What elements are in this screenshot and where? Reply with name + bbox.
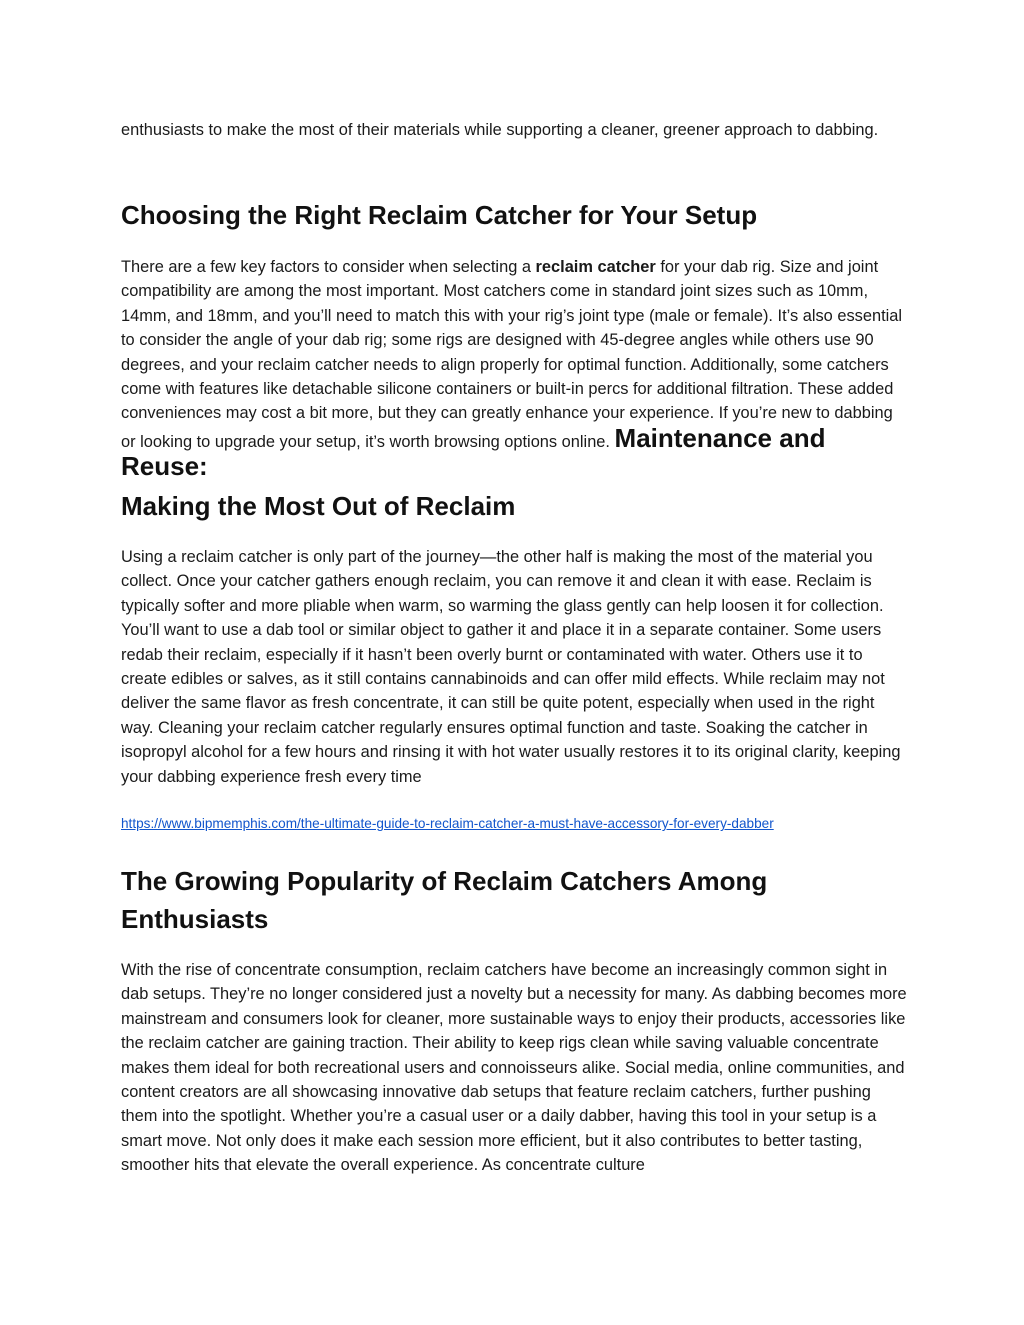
paragraph-choosing-text-1: There are a few key factors to consider when selecting a (121, 258, 536, 276)
paragraph-choosing (121, 255, 911, 483)
heading-maintenance-part2: Making the Most Out of Reclaim (121, 491, 516, 521)
heading-choosing-reclaim-catcher: Choosing the Right Reclaim Catcher for Your Setup (121, 200, 758, 230)
source-link[interactable]: https://www.bipmemphis.com/the-ultimate-guide-to-reclaim-catcher-a-must-have-accessory-for-every-dabber (121, 816, 774, 831)
heading-maintenance-part1: Maintenance and Reuse: (121, 422, 826, 482)
heading-growing-popularity: The Growing Popularity of Reclaim Catchers Among Enthusiasts (121, 866, 768, 934)
bold-reclaim-catcher: reclaim catcher (535, 258, 656, 276)
intro-paragraph: enthusiasts to make the most of their materials while supporting a cleaner, greener approach to dabbing. (121, 121, 879, 139)
paragraph-growing: With the rise of concentrate consumption, reclaim catchers have become an increasingly common sight in dab setups. They’re no longer considered just a novelty but a necessity for many. As dabbing becomes more mainstream and consumers look for cleaner, more sustainable ways to enjoy their products, accessories like the reclaim catcher are gaining traction. Their ability to keep rigs clean while saving valuable concentrate makes them ideal for both recreational users and connoisseurs alike. Social media, online communities, and content creators are all showcasing innovative dab setups that feature reclaim catchers, further pushing them into the spotlight. Whether you’re a casual user or a daily dabber, having this tool in your setup is a smart move. Not only does it make each session more efficient, but it also contributes to better tasting, smoother hits that elevate the overall experience. As concentrate culture (121, 961, 907, 1175)
paragraph-choosing-text-2: for your dab rig. Size and joint compatibility are among the most important. Most catchers come in standard joint sizes such as 10mm, 14mm, and 18mm, and you’ll need to match this with your rig’s joint type (male or female). It’s also essential to consider the angle of your dab rig; some rigs are designed with 45-degree angles while others use 90 degrees, and your reclaim catcher needs to align properly for optimal function. Additionally, some catchers come with features like detachable silicone containers or built-in percs for additional filtration. These added conveniences may cost a bit more, but they can greatly enhance your experience. If you’re new to dabbing or looking to upgrade your setup, it’s worth browsing options online. (121, 258, 903, 451)
paragraph-maintenance: Using a reclaim catcher is only part of the journey—the other half is making the most of the material you collect. Once your catcher gathers enough reclaim, you can remove it and clean it with ease. Reclaim is typically softer and more pliable when warm, so warming the glass gently can help loosen it for collection. You’ll want to use a dab tool or similar object to gather it and place it in a separate container. Some users redab their reclaim, especially if it hasn’t been overly burnt or contaminated with water. Others use it to create edibles or salves, as it still contains cannabinoids and can offer mild effects. While reclaim may not deliver the same flavor as fresh concentrate, it can still be quite potent, especially when used in the right way. Cleaning your reclaim catcher regularly ensures optimal function and taste. Soaking the catcher in isopropyl alcohol for a few hours and rinsing it with hot water usually restores it to its original clarity, keeping your dabbing experience fresh every time (121, 548, 901, 786)
